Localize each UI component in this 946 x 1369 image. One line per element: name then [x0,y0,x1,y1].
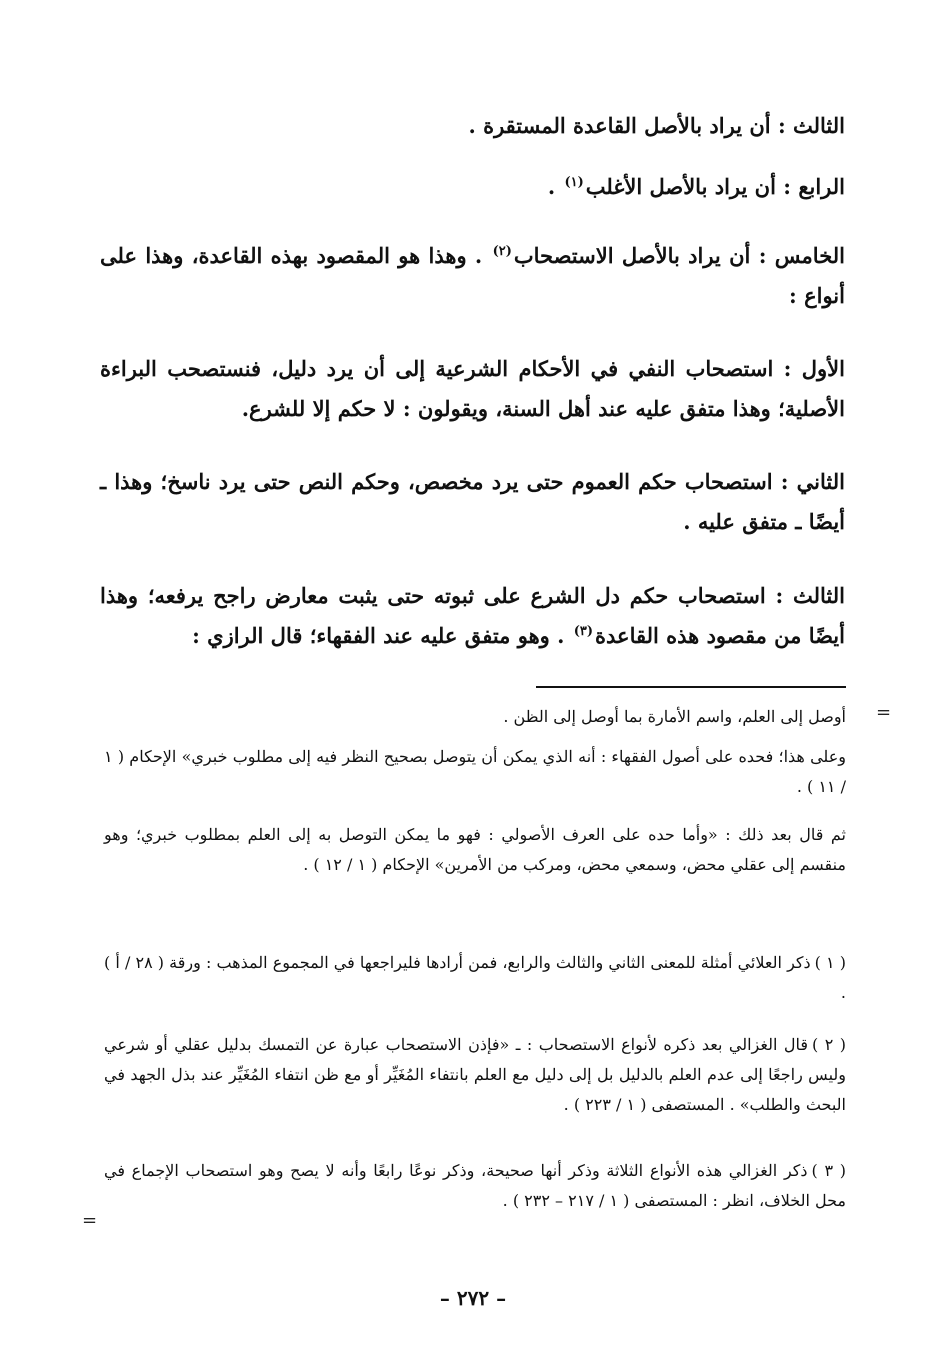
paragraph-text: استصحاب حكم العموم حتى يرد مخصص، وحكم النص حتى يرد ناسخ؛ وهذا ـ أيضًا ـ متفق عليه . [100,469,845,534]
footnote-ref-2[interactable]: (٢) [492,244,512,259]
footnote-ref-3[interactable]: (٣) [573,624,594,639]
footnote-text: ذكر الغزالي هذه الأنواع الثلاثة وذكر أنها صحيحة، وذكر نوعًا رابعًا وأنه لا يصح وهو استصحاب الإجماع في محل الخلاف، انظر : المستصفى ( ١ / ٢١٧ – ٢٣٢ ) . [104,1161,846,1210]
paragraph-type-first [100,349,845,429]
paragraph-fifth-meaning [100,236,845,316]
paragraph-lead: الثاني : [780,469,845,494]
paragraph-tail: . وهذا هو المقصود بهذه القاعدة، وهذا على أنواع : [100,243,845,308]
paragraph-text: استصحاب النفي في الأحكام الشرعية إلى أن يرد دليل، فنستصحب البراءة الأصلية؛ وهذا متفق عليه عند أهل السنة، ويقولون : لا حكم إلا للشرع. [100,356,845,421]
paragraph-tail: . [547,174,563,199]
paragraph-type-third [100,576,845,656]
continuation-mark-top: = [876,702,892,723]
paragraph-fourth-meaning [100,167,845,207]
paragraph-third-meaning [100,106,845,146]
paragraph-lead: الثالث : [777,113,845,138]
footnote-ref-1[interactable]: (١) [564,175,584,190]
footnote-2 [104,1030,846,1120]
paragraph-lead: الخامس : [758,243,845,268]
footnote-text: قال الغزالي بعد ذكره لأنواع الاستصحاب : ـ «فإذن الاستصحاب عبارة عن التمسك بدليل عقلي أو شرعي وليس راجعًا إلى عدم العلم بالدليل بل إلى دليل مع العلم بانتفاء المُغَيِّر أو مع ظن انتفاء المُغَيِّر عند بذل الجهد في البحث والطلب» . المستصفى ( ١ / ٢٢٣ ) . [104,1035,846,1114]
paragraph-type-second [100,462,845,542]
paragraph-text: أن يراد بالأصل الأغلب [585,174,784,199]
footnote-continuation-1: أوصل إلى العلم، واسم الأمارة بما أوصل إلى الظن . [503,707,846,726]
paragraph-tail: . وهو متفق عليه عند الفقهاء؛ قال الرازي : [192,623,572,648]
continuation-mark-bottom: = [82,1210,98,1231]
paragraph-lead: الرابع : [783,174,845,199]
paragraph-text: استصحاب حكم دل الشرع على ثبوته حتى يثبت معارض راجح يرفعه؛ وهذا أيضًا من مقصود هذه القاعدة [100,583,845,648]
paragraph-text: أن يراد بالأصل القاعدة المستقرة . [468,113,778,138]
paragraph-text: أن يراد بالأصل الاستصحاب [513,243,759,268]
footnote-1 [104,948,846,1008]
paragraph-lead: الثالث : [775,583,845,608]
footnote-text: ذكر العلائي أمثلة للمعنى الثاني والثالث والرابع، فمن أرادها فليراجعها في المجموع المذهب : ورقة ( ٢٨ / أ ) . [104,953,846,1002]
footnote-number: ( ٢ ) [812,1035,846,1054]
paragraph-lead: الأول : [783,356,845,381]
footnote-number: ( ٣ ) [811,1161,847,1180]
footnote-continuation-3: ثم قال بعد ذلك : «وأما حده على العرف الأصولي : فهو ما يمكن التوصل به إلى العلم بمطلوب خبري؛ وهو منقسم إلى عقلي محض، وسمعي محض، ومركب من الأمرين» الإحكام ( ١ / ١٢ ) . [104,825,846,874]
footnote-separator [536,686,846,688]
footnote-number: ( ١ ) [814,953,847,972]
footnote-3 [104,1156,846,1216]
footnote-continuation-2: وعلى هذا؛ فحده على أصول الفقهاء : أنه الذي يمكن أن يتوصل بصحيح النظر فيه إلى مطلوب خبري» الإحكام ( ١ / ١١ ) . [104,747,846,796]
page-number: – ٢٧٢ – [439,1286,507,1310]
